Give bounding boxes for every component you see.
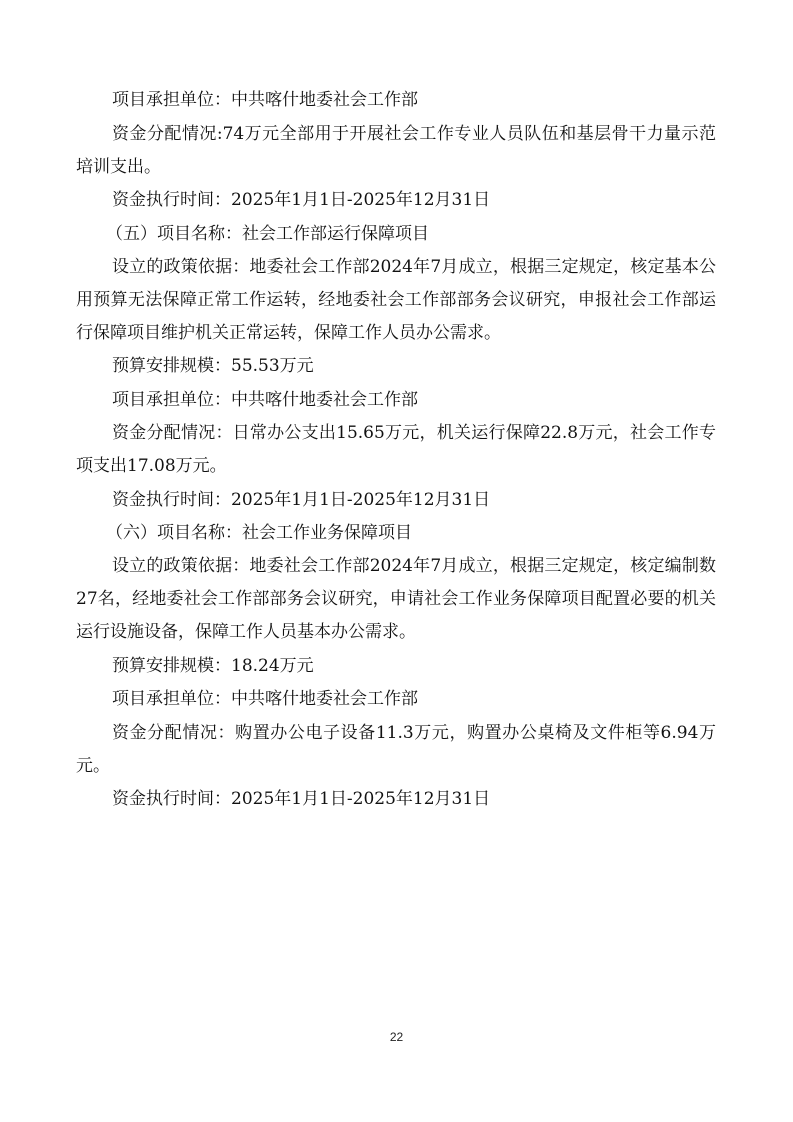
paragraph-execution-time-5: 资金执行时间：2025年1月1日-2025年12月31日 [112,489,491,510]
document-body [76,84,716,817]
paragraph-fund-allocation-6: 资金分配情况：购置办公电子设备11.3万元，购置办公桌椅及文件柜等6.94万元。 [76,722,716,776]
paragraph-execution-time-4: 资金执行时间：2025年1月1日-2025年12月31日 [112,190,491,210]
section-heading-6: （六）项目名称：社会工作业务保障项目 [106,523,412,543]
paragraph-fund-allocation-4: 资金分配情况:74万元全部用于开展社会工作专业人员队伍和基层骨干力量示范培训支出。 [76,123,716,177]
paragraph-policy-basis-5: 设立的政策依据：地委社会工作部2024年7月成立，根据三定规定，核定基本公用预算无法保障正常工作运转，经地委社会工作部部务会议研究，申报社会工作部运行保障项目维护机关正常运转，保障工作人员办公需求。 [76,256,716,343]
paragraph-budget-scale-6: 预算安排规模：18.24万元 [112,655,314,676]
paragraph-undertaking-unit-6: 项目承担单位：中共喀什地委社会工作部 [112,689,418,709]
paragraph-budget-scale-5: 预算安排规模：55.53万元 [112,356,314,376]
page-number: 22 [389,1030,404,1044]
paragraph-fund-allocation-5: 资金分配情况：日常办公支出15.65万元，机关运行保障22.8万元，社会工作专项支出17.08万元。 [76,423,716,476]
paragraph-execution-time-6: 资金执行时间：2025年1月1日-2025年12月31日 [112,789,491,809]
paragraph-undertaking-unit-5: 项目承担单位：中共喀什地委社会工作部 [112,389,418,410]
paragraph-undertaking-unit-4: 项目承担单位：中共喀什地委社会工作部 [112,90,418,110]
paragraph-policy-basis-6: 设立的政策依据：地委社会工作部2024年7月成立，根据三定规定，核定编制数27名，经地委社会工作部部务会议研究，申请社会工作业务保障项目配置必要的机关运行设施设备，保障工作人员基本办公需求。 [76,556,716,642]
section-heading-5: （五）项目名称：社会工作部运行保障项目 [106,223,429,244]
